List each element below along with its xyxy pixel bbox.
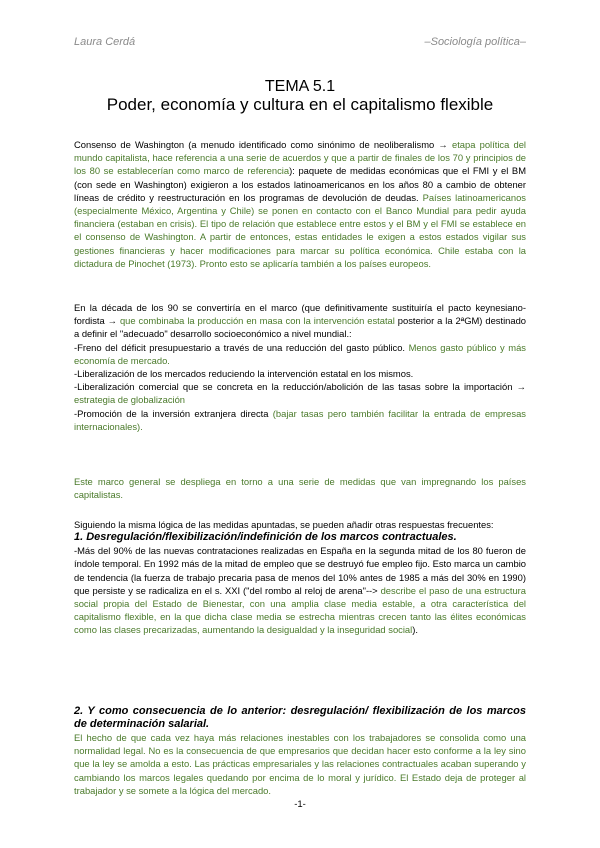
p2-item1-text: -Freno del déficit presupuestario a través de una reducción del gasto público.	[74, 341, 409, 353]
p2-item3-text: -Liberalización comercial que se concreta en la reducción/abolición de las tasas sobre la importación →	[74, 381, 526, 393]
p5-body: El hecho de que cada vez haya más relaciones inestables con los trabajadores se consolida como una normalidad legal. No es la consecuencia de que empresarios que decidan hacer esto conforme a la ley sino que la ley se amolda a esto. Las prácticas empresariales y las relaciones contractuales acaban superando y cambiando los marcos legales quedando por encima de lo moral y jurídico. El Estado deja de proteger al trabajador y se somete a la lógica del mercado.	[74, 732, 526, 796]
p2-item3-note: estrategia de globalización	[74, 394, 186, 406]
p2-item-2: -Liberalización de los mercados reduciendo la intervención estatal en los mismos.	[74, 368, 414, 380]
p1-text-c: ): paquete de medidas económicas que el FMI y el BM (con sede en Washington) exigieron a los estados latinoamericanos en los años 80 a cambio de obtener líneas de crédito y reestructuración en los programas de devolución de deudas.	[74, 165, 526, 203]
section-deregulation	[74, 518, 526, 637]
paragraph-washington-consensus	[74, 138, 526, 270]
p1-note-b: etapa política del mundo capitalista, hace referencia a una serie de acuerdos y que a partir de finales de los 70 y principios de los 80 se establecerían como marco de referencia	[74, 139, 526, 177]
p2-item4-text: -Promoción de la inversión extranjera directa	[74, 407, 273, 419]
paragraph-general-framework: Este marco general se despliega en torno a una serie de medidas que van impregnando los países capitalistas.	[74, 476, 526, 501]
section-2-heading: 2. Y como consecuencia de lo anterior: desregulación/ flexibilización de los marcos de determinación salarial.	[74, 705, 526, 730]
p4-intro: Siguiendo la misma lógica de las medidas apuntadas, se pueden añadir otras respuestas frecuentes:	[74, 519, 494, 530]
p4-text-c: ).	[412, 624, 418, 636]
p2-item4-note: (bajar tasas pero también facilitar la entrada de empresas internacionales).	[74, 407, 526, 432]
p4-note-b: describe el paso de una estructura social propia del Estado de Bienestar, con una amplia clase media estable, a otra característica del capitalismo flexible, en la que dicha clase media se estrecha mientras crecen tanto las élites económicas como las clases precarizadas, aumentando la desigualdad y la inseguridad social	[74, 584, 526, 636]
p1-note-d: Países latinoamericanos (especialmente México, Argentina y Chile) se ponen en contacto con el Banco Mundial para pedir ayuda financiera (estaban en crisis). El tipo de relación que establece entre estos y el BM y el FMI se establece en el consenso de Washington. A partir de entonces, estas entidades le exigen a estos estados vigilar sus gestiones financieras y hacer modificaciones para marcar su política económica. Chile estaba con la dictadura de Pinochet (1973). Pronto esto se aplicaría también a los países europeos.	[74, 191, 526, 269]
p2-intro	[74, 301, 526, 341]
p2-text-c: posterior a la 2ªGM) destinado a definir el "adecuado" desarrollo socioeconómico a nivel mundial.:	[74, 315, 527, 340]
header-subject: –Sociología política–	[424, 36, 526, 48]
page-title: Poder, economía y cultura en el capitalismo flexible	[106, 95, 494, 114]
section-wage-deregulation	[74, 705, 526, 797]
paragraph-90s-framework	[74, 301, 526, 433]
p4-text-a: -Más del 90% de las nuevas contrataciones realizadas en España en la segunda mitad de los 80 fueron de índole temporal. En 1992 más de la mitad de empleo que se destruyó fue empleo fijo. Esto marca un cambio de tendencia (la fuerza de trabajo precaria pasa de menos del 10% antes de 1985 a más del 30% en 1990) que persiste y se radicaliza en el s. XXI ("del rombo al reloj de arena"-->	[74, 545, 526, 596]
p2-item1-note: Menos gasto público y más economía de mercado.	[74, 341, 526, 366]
page-number: -1-	[294, 799, 306, 810]
topic-number: TEMA 5.1	[264, 78, 336, 95]
p2-item-3	[74, 380, 526, 406]
header-author: Laura Cerdá	[74, 36, 136, 48]
section-1-heading: 1. Desregulación/flexibilización/indefinición de los marcos contractuales.	[74, 531, 457, 544]
p2-item-1	[74, 341, 526, 367]
p2-item-4	[74, 407, 526, 433]
p1-text-a: Consenso de Washington (a menudo identificado como sinónimo de neoliberalismo →	[74, 139, 452, 150]
p4-body	[74, 544, 526, 636]
p2-text-a: En la década de los 90 se convertiría en el marco (que definitivamente sustituiría el pacto keynesiano-fordista →	[74, 302, 526, 327]
p2-note-b: que combinaba la producción en masa con la intervención estatal	[119, 315, 395, 327]
